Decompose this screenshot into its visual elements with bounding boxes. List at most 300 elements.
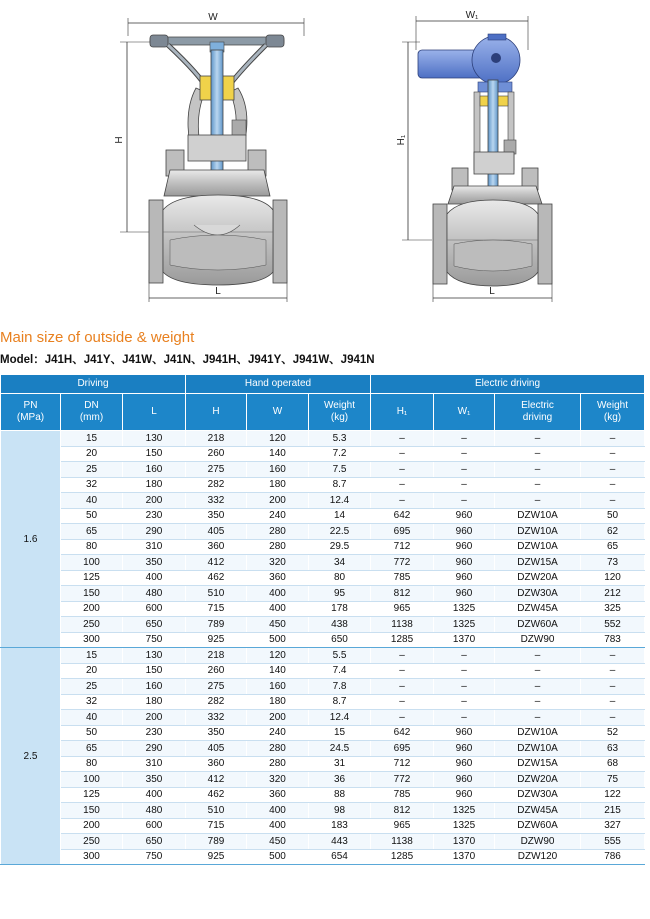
table-cell: 712 — [371, 756, 434, 772]
table-row — [1, 462, 645, 478]
table-cell: 1370 — [434, 834, 495, 850]
table-cell: 360 — [247, 570, 309, 586]
valve-drawings-svg — [0, 0, 650, 322]
table-cell: 160 — [247, 462, 309, 478]
table-cell: 654 — [309, 849, 371, 865]
table-cell: 14 — [309, 508, 371, 524]
table-cell: – — [495, 663, 581, 679]
table-cell: 50 — [61, 725, 123, 741]
table-row — [1, 787, 645, 803]
table-cell: 600 — [123, 601, 186, 617]
right-flange — [273, 200, 287, 283]
table-cell: 88 — [309, 787, 371, 803]
table-cell: 400 — [247, 803, 309, 819]
l-dim-label: L — [215, 286, 221, 297]
table-cell: – — [581, 648, 645, 664]
electric-valve-drawing — [396, 10, 552, 302]
table-cell: 712 — [371, 539, 434, 555]
table-cell: 120 — [581, 570, 645, 586]
table-cell: 310 — [123, 756, 186, 772]
table-cell: – — [434, 648, 495, 664]
table-row — [1, 818, 645, 834]
table-cell: 1325 — [434, 803, 495, 819]
table-cell: 200 — [61, 601, 123, 617]
table-cell: 642 — [371, 508, 434, 524]
table-row — [1, 803, 645, 819]
table-cell: 405 — [186, 741, 247, 757]
table-cell: 180 — [123, 477, 186, 493]
col-h: H — [186, 394, 247, 431]
table-cell: 12.4 — [309, 493, 371, 509]
table-cell: 212 — [581, 586, 645, 602]
table-cell: – — [434, 710, 495, 726]
table-cell: 36 — [309, 772, 371, 788]
table-cell: – — [371, 648, 434, 664]
pn-group-2 — [1, 648, 645, 865]
table-cell: – — [371, 431, 434, 447]
table-cell: – — [371, 679, 434, 695]
table-cell: DZW60A — [495, 818, 581, 834]
table-cell: 5.5 — [309, 648, 371, 664]
table-cell: 280 — [247, 539, 309, 555]
table-cell: 20 — [61, 663, 123, 679]
table-cell: 360 — [186, 756, 247, 772]
table-cell: 34 — [309, 555, 371, 571]
table-cell: 789 — [186, 834, 247, 850]
table-cell: 280 — [247, 524, 309, 540]
table-cell: 350 — [123, 555, 186, 571]
table-cell: DZW15A — [495, 555, 581, 571]
table-cell: 812 — [371, 586, 434, 602]
table-cell: 150 — [123, 663, 186, 679]
col-w1: W₁ — [434, 394, 495, 431]
table-cell: 310 — [123, 539, 186, 555]
table-cell: – — [371, 710, 434, 726]
table-cell: 7.4 — [309, 663, 371, 679]
table-cell: – — [495, 446, 581, 462]
table-cell: DZW10A — [495, 524, 581, 540]
table-cell: DZW10A — [495, 539, 581, 555]
table-cell: 282 — [186, 477, 247, 493]
table-cell: 1325 — [434, 818, 495, 834]
table-row — [1, 849, 645, 865]
table-cell: 1285 — [371, 632, 434, 648]
table-cell: 783 — [581, 632, 645, 648]
section-title: Main size of outside & weight — [0, 329, 195, 346]
table-cell: 350 — [186, 508, 247, 524]
table-cell: 400 — [123, 570, 186, 586]
table-row — [1, 617, 645, 633]
table-cell: – — [434, 462, 495, 478]
table-row — [1, 539, 645, 555]
table-cell: 100 — [61, 555, 123, 571]
table-cell: 65 — [61, 524, 123, 540]
group-electric-driving: Electric driving — [371, 375, 645, 394]
table-cell: 7.8 — [309, 679, 371, 695]
col-l: L — [123, 394, 186, 431]
table-cell: 960 — [434, 508, 495, 524]
table-cell: 282 — [186, 694, 247, 710]
model-line: Model：J41H、J41Y、J41W、J41N、J941H、J941Y、J941W、J941N — [0, 354, 375, 366]
table-cell: 250 — [61, 834, 123, 850]
table-cell: 290 — [123, 524, 186, 540]
table-cell: – — [581, 477, 645, 493]
table-cell: 443 — [309, 834, 371, 850]
table-cell: DZW45A — [495, 803, 581, 819]
table-cell: 200 — [61, 818, 123, 834]
table-cell: – — [581, 679, 645, 695]
table-cell: 183 — [309, 818, 371, 834]
table-cell: 300 — [61, 632, 123, 648]
table-row — [1, 710, 645, 726]
table-cell: 925 — [186, 632, 247, 648]
table-cell: 80 — [61, 539, 123, 555]
col-dn: DN (mm) — [61, 394, 123, 431]
table-cell: DZW60A — [495, 617, 581, 633]
table-cell: 98 — [309, 803, 371, 819]
table-cell: 600 — [123, 818, 186, 834]
table-row — [1, 555, 645, 571]
table-cell: 480 — [123, 586, 186, 602]
table-cell: 32 — [61, 694, 123, 710]
pn-group-1 — [1, 431, 645, 648]
table-cell: 12.4 — [309, 710, 371, 726]
table-cell: 218 — [186, 431, 247, 447]
h1-dim-label: H₁ — [396, 134, 407, 146]
table-cell: – — [434, 679, 495, 695]
valve-drawings — [0, 0, 650, 322]
table-cell: 960 — [434, 741, 495, 757]
left-flange — [149, 200, 163, 283]
table-cell: 785 — [371, 570, 434, 586]
table-cell: 642 — [371, 725, 434, 741]
table-cell: 450 — [247, 834, 309, 850]
table-cell: DZW30A — [495, 586, 581, 602]
table-cell: – — [581, 710, 645, 726]
table-cell: DZW15A — [495, 756, 581, 772]
table-cell: 280 — [247, 741, 309, 757]
table-cell: 25 — [61, 679, 123, 695]
table-cell: 290 — [123, 741, 186, 757]
table-cell: 925 — [186, 849, 247, 865]
table-cell: 360 — [247, 787, 309, 803]
table-cell: 332 — [186, 710, 247, 726]
table-cell: DZW90 — [495, 632, 581, 648]
table-cell: 20 — [61, 446, 123, 462]
table-cell: – — [434, 493, 495, 509]
table-cell: 32 — [61, 477, 123, 493]
table-cell: 62 — [581, 524, 645, 540]
pn-value: 1.6 — [1, 431, 61, 648]
w-dim-label: W — [208, 12, 218, 23]
table-cell: 52 — [581, 725, 645, 741]
table-cell: 65 — [61, 741, 123, 757]
table-cell: 150 — [123, 446, 186, 462]
l2-dim-label: L — [489, 286, 495, 297]
table-cell: – — [495, 694, 581, 710]
table-cell: DZW90 — [495, 834, 581, 850]
table-cell: 260 — [186, 446, 247, 462]
table-cell: 31 — [309, 756, 371, 772]
table-cell: – — [371, 663, 434, 679]
table-cell: 160 — [123, 679, 186, 695]
table-cell: 280 — [247, 756, 309, 772]
table-cell: 218 — [186, 648, 247, 664]
table-cell: DZW120 — [495, 849, 581, 865]
table-cell: 960 — [434, 772, 495, 788]
table-row — [1, 694, 645, 710]
table-row — [1, 834, 645, 850]
table-cell: 462 — [186, 787, 247, 803]
table-cell: 140 — [247, 663, 309, 679]
table-row — [1, 477, 645, 493]
table-cell: DZW30A — [495, 787, 581, 803]
table-cell: – — [581, 663, 645, 679]
table-cell: – — [495, 710, 581, 726]
pn-value: 2.5 — [1, 648, 61, 865]
table-cell: 29.5 — [309, 539, 371, 555]
group-hand-operated: Hand operated — [186, 375, 371, 394]
table-cell: 40 — [61, 493, 123, 509]
table-cell: 960 — [434, 725, 495, 741]
table-cell: 275 — [186, 679, 247, 695]
table-cell: 120 — [247, 648, 309, 664]
table-cell: 125 — [61, 570, 123, 586]
table-cell: 50 — [61, 508, 123, 524]
table-cell: 350 — [123, 772, 186, 788]
table-cell: – — [581, 431, 645, 447]
table-cell: 7.2 — [309, 446, 371, 462]
col-pn: PN (MPa) — [1, 394, 61, 431]
table-cell: 100 — [61, 772, 123, 788]
table-cell: 400 — [247, 601, 309, 617]
table-cell: 510 — [186, 586, 247, 602]
table-cell: – — [434, 446, 495, 462]
table-cell: 122 — [581, 787, 645, 803]
table-cell: 695 — [371, 524, 434, 540]
column-header-row — [1, 394, 645, 431]
table-cell: 750 — [123, 849, 186, 865]
table-cell: 240 — [247, 508, 309, 524]
table-cell: – — [434, 663, 495, 679]
table-row — [1, 493, 645, 509]
table-cell: 960 — [434, 787, 495, 803]
table-cell: 160 — [247, 679, 309, 695]
table-cell: 332 — [186, 493, 247, 509]
table-row — [1, 772, 645, 788]
table-cell: 260 — [186, 663, 247, 679]
table-cell: 960 — [434, 586, 495, 602]
table-cell: 500 — [247, 849, 309, 865]
table-cell: – — [581, 446, 645, 462]
table-cell: 960 — [434, 524, 495, 540]
table-cell: 120 — [247, 431, 309, 447]
table-cell: 50 — [581, 508, 645, 524]
table-cell: 150 — [61, 586, 123, 602]
col-electric-driving: Electric driving — [495, 394, 581, 431]
table-cell: 1138 — [371, 834, 434, 850]
table-row — [1, 648, 645, 664]
table-cell: 130 — [123, 648, 186, 664]
table-cell: 160 — [123, 462, 186, 478]
dimension-table — [0, 374, 645, 865]
table-cell: 80 — [309, 570, 371, 586]
table-cell: 400 — [247, 818, 309, 834]
table-cell: 215 — [581, 803, 645, 819]
table-cell: 130 — [123, 431, 186, 447]
table-cell: 1370 — [434, 849, 495, 865]
table-cell: 750 — [123, 632, 186, 648]
table-cell: 480 — [123, 803, 186, 819]
w1-dim-label: W₁ — [465, 10, 479, 21]
table-cell: – — [434, 694, 495, 710]
table-cell: 230 — [123, 508, 186, 524]
table-cell: 15 — [61, 648, 123, 664]
table-cell: 785 — [371, 787, 434, 803]
table-cell: DZW20A — [495, 570, 581, 586]
table-cell: 965 — [371, 818, 434, 834]
table-cell: 125 — [61, 787, 123, 803]
col-weight-electric: Weight (kg) — [581, 394, 645, 431]
table-cell: 75 — [581, 772, 645, 788]
group-header-row — [1, 375, 645, 394]
table-cell: 405 — [186, 524, 247, 540]
col-h1: H₁ — [371, 394, 434, 431]
table-cell: – — [495, 493, 581, 509]
table-cell: 180 — [123, 694, 186, 710]
table-cell: 715 — [186, 818, 247, 834]
table-cell: 960 — [434, 539, 495, 555]
col-weight-hand: Weight (kg) — [309, 394, 371, 431]
table-cell: 80 — [61, 756, 123, 772]
table-cell: 1285 — [371, 849, 434, 865]
table-cell: – — [581, 694, 645, 710]
table-cell: 1325 — [434, 601, 495, 617]
table-cell: 320 — [247, 772, 309, 788]
table-cell: 350 — [186, 725, 247, 741]
table-cell: 15 — [61, 431, 123, 447]
table-cell: 180 — [247, 477, 309, 493]
table-row — [1, 601, 645, 617]
table-cell: 772 — [371, 555, 434, 571]
table-cell: 40 — [61, 710, 123, 726]
table-cell: 438 — [309, 617, 371, 633]
table-cell: 73 — [581, 555, 645, 571]
table-cell: DZW10A — [495, 725, 581, 741]
table-cell: 320 — [247, 555, 309, 571]
table-cell: – — [581, 462, 645, 478]
table-row — [1, 524, 645, 540]
table-cell: 200 — [123, 710, 186, 726]
table-cell: 510 — [186, 803, 247, 819]
table-cell: 5.3 — [309, 431, 371, 447]
table-cell: 715 — [186, 601, 247, 617]
table-cell: – — [371, 493, 434, 509]
table-cell: 65 — [581, 539, 645, 555]
table-cell: 650 — [309, 632, 371, 648]
table-cell: 24.5 — [309, 741, 371, 757]
table-cell: 325 — [581, 601, 645, 617]
table-cell: – — [495, 431, 581, 447]
table-cell: – — [434, 477, 495, 493]
table-cell: 400 — [247, 586, 309, 602]
table-row — [1, 632, 645, 648]
table-row — [1, 679, 645, 695]
table-cell: – — [495, 477, 581, 493]
col-w: W — [247, 394, 309, 431]
table-cell: – — [495, 462, 581, 478]
table-cell: 63 — [581, 741, 645, 757]
table-cell: 25 — [61, 462, 123, 478]
table-row — [1, 756, 645, 772]
table-cell: 555 — [581, 834, 645, 850]
h-dim-label: H — [114, 136, 125, 144]
table-cell: 960 — [434, 555, 495, 571]
table-cell: 200 — [247, 710, 309, 726]
table-row — [1, 446, 645, 462]
table-cell: 240 — [247, 725, 309, 741]
table-cell: – — [495, 648, 581, 664]
table-row — [1, 570, 645, 586]
table-cell: 412 — [186, 772, 247, 788]
table-cell: 786 — [581, 849, 645, 865]
table-cell: – — [371, 477, 434, 493]
table-cell: 327 — [581, 818, 645, 834]
table-cell: 462 — [186, 570, 247, 586]
table-cell: 15 — [309, 725, 371, 741]
table-cell: 360 — [186, 539, 247, 555]
table-cell: – — [371, 694, 434, 710]
table-cell: 960 — [434, 570, 495, 586]
table-cell: 1325 — [434, 617, 495, 633]
table-cell: 300 — [61, 849, 123, 865]
table-cell: 412 — [186, 555, 247, 571]
table-cell: 95 — [309, 586, 371, 602]
table-cell: 960 — [434, 756, 495, 772]
table-cell: 178 — [309, 601, 371, 617]
table-cell: 7.5 — [309, 462, 371, 478]
table-cell: – — [581, 493, 645, 509]
table-cell: 140 — [247, 446, 309, 462]
table-cell: – — [434, 431, 495, 447]
table-cell: 1138 — [371, 617, 434, 633]
table-cell: 200 — [123, 493, 186, 509]
table-cell: 789 — [186, 617, 247, 633]
table-cell: 150 — [61, 803, 123, 819]
table-cell: 8.7 — [309, 694, 371, 710]
table-row — [1, 663, 645, 679]
table-cell: 772 — [371, 772, 434, 788]
table-cell: – — [495, 679, 581, 695]
table-cell: 230 — [123, 725, 186, 741]
table-cell: 650 — [123, 617, 186, 633]
table-cell: DZW10A — [495, 741, 581, 757]
table-cell: DZW20A — [495, 772, 581, 788]
table-cell: 812 — [371, 803, 434, 819]
table-cell: 22.5 — [309, 524, 371, 540]
table-row — [1, 508, 645, 524]
table-cell: 250 — [61, 617, 123, 633]
table-cell: 1370 — [434, 632, 495, 648]
table-row — [1, 725, 645, 741]
table-cell: 68 — [581, 756, 645, 772]
table-cell: 450 — [247, 617, 309, 633]
table-cell: 965 — [371, 601, 434, 617]
table-cell: 200 — [247, 493, 309, 509]
table-cell: DZW45A — [495, 601, 581, 617]
hand-valve-drawing — [114, 12, 304, 302]
table-row — [1, 586, 645, 602]
